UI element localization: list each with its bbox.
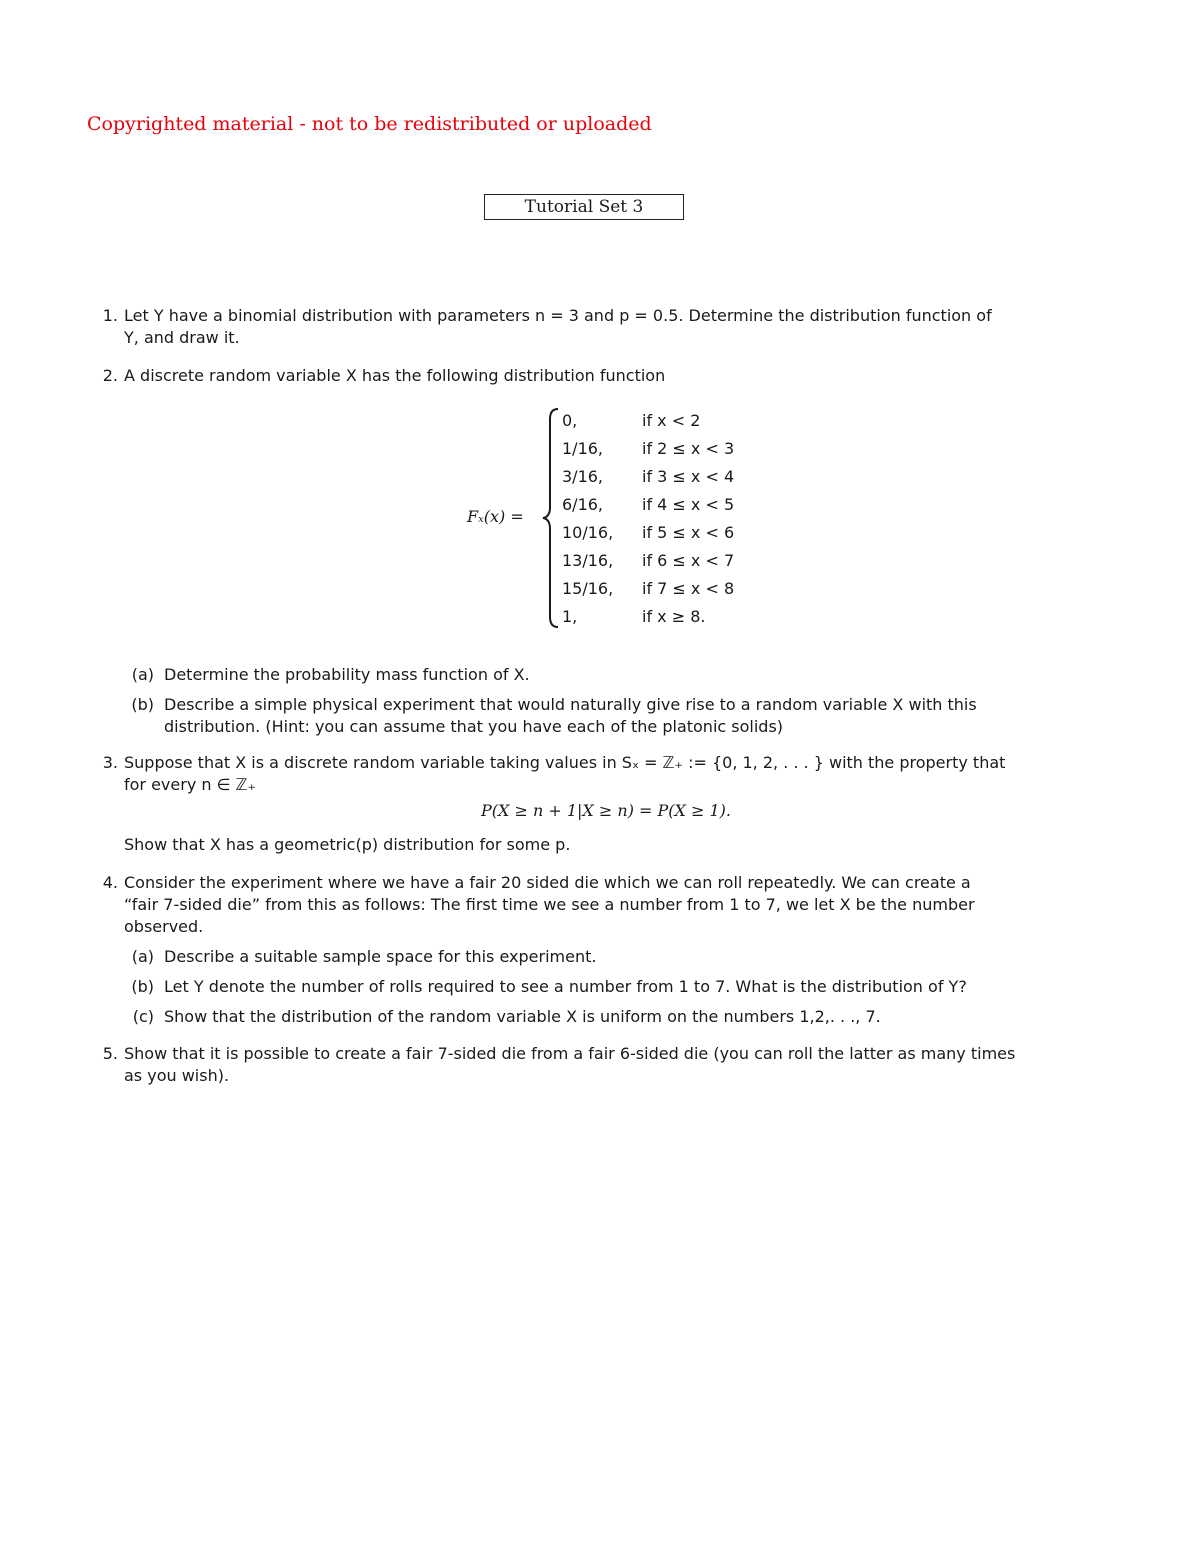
part-label: (b) (131, 695, 154, 714)
question-number: 4. (102, 873, 118, 892)
question-text-line: Show that X has a geometric(p) distribution for some p. (124, 835, 571, 854)
part-text-line: distribution. (Hint: you can assume that you have each of the platonic solids) (164, 717, 784, 736)
question-text-line: Suppose that X is a discrete random variable taking values in Sₓ = ℤ₊ := {0, 1, 2, . . . } with the property that (124, 753, 1006, 772)
case-condition: if x < 2 (642, 411, 701, 430)
question-number: 2. (102, 366, 118, 385)
case-condition: if 6 ≤ x < 7 (642, 551, 735, 570)
left-brace (540, 407, 560, 629)
question-text-line: as you wish). (124, 1066, 230, 1085)
question-text-line: “fair 7-sided die” from this as follows: The first time we see a number from 1 to 7, we let X be the number (124, 895, 975, 914)
part-label: (c) (132, 1007, 154, 1026)
part-text: Show that the distribution of the random variable X is uniform on the numbers 1,2,. . ., 7. (164, 1007, 881, 1026)
copyright-notice: Copyrighted material - not to be redistributed or uploaded (87, 113, 652, 135)
question-text-line: Y, and draw it. (124, 328, 240, 347)
question-number: 3. (102, 753, 118, 772)
case-condition: if x ≥ 8. (642, 607, 706, 626)
case-condition: if 3 ≤ x < 4 (642, 467, 735, 486)
function-lhs: Fₓ(x) = (467, 507, 524, 526)
question-text-line: A discrete random variable X has the following distribution function (124, 366, 666, 385)
question-text-line: observed. (124, 917, 204, 936)
case-value: 13/16, (562, 551, 614, 570)
case-value: 6/16, (562, 495, 604, 514)
case-condition: if 5 ≤ x < 6 (642, 523, 735, 542)
question-text-line: for every n ∈ ℤ₊ (124, 775, 256, 794)
question-1 (0, 305, 1200, 355)
part-label: (a) (131, 665, 154, 684)
part-text: Let Y denote the number of rolls required to see a number from 1 to 7. What is the distribution of Y? (164, 977, 967, 996)
case-condition: if 4 ≤ x < 5 (642, 495, 735, 514)
case-condition: if 7 ≤ x < 8 (642, 579, 735, 598)
part-text: Determine the probability mass function of X. (164, 665, 530, 684)
question-number: 1. (102, 306, 118, 325)
part-label: (a) (131, 947, 154, 966)
question-text-line: Let Y have a binomial distribution with parameters n = 3 and p = 0.5. Determine the distribution function of (124, 306, 992, 325)
case-value: 10/16, (562, 523, 614, 542)
question-text-line: Show that it is possible to create a fair 7-sided die from a fair 6-sided die (you can roll the latter as many times (124, 1044, 1016, 1063)
part-label: (b) (131, 977, 154, 996)
question-text-line: Consider the experiment where we have a fair 20 sided die which we can roll repeatedly. We can create a (124, 873, 971, 892)
part-text: Describe a suitable sample space for this experiment. (164, 947, 597, 966)
case-value: 1, (562, 607, 578, 626)
case-value: 0, (562, 411, 578, 430)
question-number: 5. (102, 1044, 118, 1063)
title-text: Tutorial Set 3 (524, 197, 644, 217)
case-condition: if 2 ≤ x < 3 (642, 439, 735, 458)
equation: P(X ≥ n + 1|X ≥ n) = P(X ≥ 1). (480, 801, 731, 820)
page-title (484, 194, 684, 220)
distribution-function (0, 405, 1200, 635)
case-value: 1/16, (562, 439, 604, 458)
part-text-line: Describe a simple physical experiment that would naturally give rise to a random variable X with this (164, 695, 977, 714)
question-2-parts (0, 664, 1200, 744)
question-4 (0, 872, 1200, 1032)
case-value: 15/16, (562, 579, 614, 598)
question-3 (0, 752, 1200, 862)
case-value: 3/16, (562, 467, 604, 486)
question-5 (0, 1043, 1200, 1093)
